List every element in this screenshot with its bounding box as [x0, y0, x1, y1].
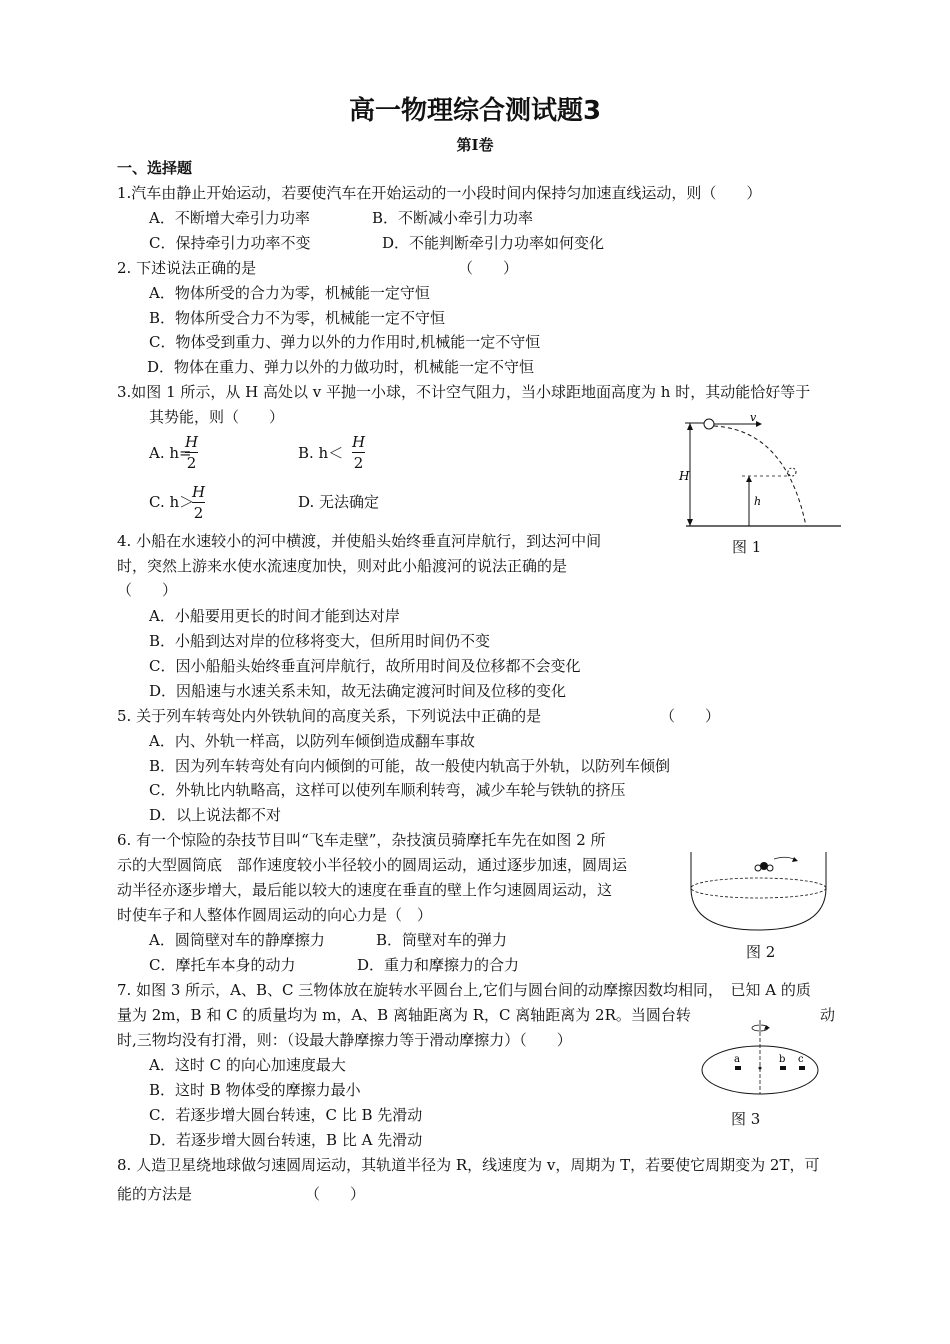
- q4-stem-line2: 时，突然上游来水使水流速度加快，则对此小船渡河的说法正确的是: [117, 557, 568, 575]
- q2-option-a: A．物体所受的合力为零，机械能一定守恒: [149, 284, 430, 302]
- q1-option-d: D．不能判断牵引力功率如何变化: [382, 234, 605, 252]
- q5-option-a: A．内、外轨一样高，以防列车倾倒造成翻车事故: [149, 732, 475, 750]
- q2-stem: 2. 下述说法正确的是: [117, 259, 257, 277]
- q4-option-d: D．因船速与水速关系未知，故无法确定渡河时间及位移的变化: [149, 682, 567, 700]
- q5-option-c: C．外轨比内轨略高，这样可以使列车顺利转弯，减少车轮与铁轨的挤压: [149, 781, 626, 799]
- fig3-b-label: b: [779, 1054, 786, 1065]
- q7-stem-line2-end: 动: [820, 1006, 836, 1024]
- q8-stem-line1: 8. 人造卫星绕地球做匀速圆周运动，其轨道半径为 R，线速度为 v，周期为 T，若要使它周期变为 2T，可: [117, 1156, 820, 1174]
- q6-option-c: C．摩托车本身的动力: [149, 956, 296, 974]
- page-title: 高一物理综合测试题3: [348, 96, 602, 126]
- q6-option-a: A．圆筒壁对车的静摩擦力: [149, 931, 325, 949]
- q6-option-b: B．筒壁对车的弹力: [376, 931, 508, 949]
- q2-option-d: D．物体在重力、弹力以外的力做功时，机械能一定不守恒: [147, 358, 535, 376]
- q4-stem-line1: 4. 小船在水速较小的河中横渡，并使船头始终垂直河岸航行，到达河中间: [117, 532, 602, 550]
- q5-option-b: B．因为列车转弯处有向内倾倒的可能，故一般使内轨高于外轨，以防列车倾倒: [149, 757, 671, 775]
- q1-stem: 1.汽车由静止开始运动，若要使汽车在开始运动的一小段时间内保持匀加速直线运动，则（ ）: [117, 184, 762, 202]
- q3-stem-line1: 3.如图 1 所示，从 H 高处以 v 平抛一小球，不计空气阻力，当小球距地面高度为 h 时，其动能恰好等于: [117, 383, 811, 401]
- fraction-numerator: H: [192, 483, 206, 501]
- q7-option-a: A．这时 C 的向心加速度最大: [149, 1056, 346, 1074]
- q8-stem-line2: 能的方法是: [117, 1185, 193, 1203]
- q4-stem-line3: （ ）: [117, 581, 178, 599]
- volume-heading: 第Ⅰ卷: [456, 136, 494, 154]
- q1-option-c: C．保持牵引力功率不变: [149, 234, 311, 252]
- q1-option-b: B．不断减小牵引力功率: [372, 209, 534, 227]
- q6-stem-line2: 示的大型圆筒底 部作速度较小半径较小的圆周运动，通过逐步加速，圆周运: [117, 856, 628, 874]
- q3-option-b-fraction: [352, 432, 365, 473]
- q3-option-a-fraction: [185, 432, 198, 473]
- q7-stem-line1: 7. 如图 3 所示，A、B、C 三物体放在旋转水平圆台上,它们与圆台间的动摩擦因数均相同， 已知 A 的质: [117, 981, 811, 999]
- q3-option-c-prefix: C. h＞: [149, 493, 195, 511]
- figure-2-cylinder-diagram: [686, 850, 831, 930]
- fraction-numerator: H: [185, 433, 199, 451]
- q3-option-a-prefix: A. h=: [149, 444, 192, 462]
- q4-option-c: C．因小船船头始终垂直河岸航行，故所用时间及位移都不会变化: [149, 657, 581, 675]
- q2-option-b: B．物体所受合力不为零，机械能一定不守恒: [149, 309, 446, 327]
- fig1-v-label: v: [750, 411, 757, 424]
- fig1-H-label: H: [679, 469, 690, 483]
- figure-1-caption: 图 1: [732, 538, 762, 556]
- fraction-numerator: H: [352, 433, 366, 451]
- q7-stem-line2: 量为 2m，B 和 C 的质量均为 m，A、B 离轴距离为 R，C 离轴距离为 2R。当圆台转: [117, 1006, 691, 1024]
- fig3-a-label: a: [734, 1054, 740, 1065]
- q7-option-c: C．若逐步增大圆台转速，C 比 B 先滑动: [149, 1106, 423, 1124]
- q7-option-d: D．若逐步增大圆台转速，B 比 A 先滑动: [149, 1131, 423, 1149]
- q4-option-b: B．小船到达对岸的位移将变大，但所用时间仍不变: [149, 632, 491, 650]
- fig3-c-label: c: [798, 1054, 804, 1065]
- q5-option-d: D．以上说法都不对: [149, 806, 282, 824]
- figure-1-projectile-diagram: [676, 410, 846, 530]
- q5-stem: 5. 关于列车转弯处内外铁轨间的高度关系，下列说法中正确的是: [117, 707, 542, 725]
- q3-option-d: D. 无法确定: [298, 493, 380, 511]
- fig1-h-label: h: [754, 495, 762, 508]
- q7-stem-line3: 时,三物均没有打滑，则：（设最大静摩擦力等于滑动摩擦力）（ ）: [117, 1031, 572, 1049]
- q3-option-c-fraction: [192, 482, 205, 523]
- fraction-denominator: 2: [186, 454, 197, 472]
- section-heading: 一、选择题: [117, 159, 193, 177]
- figure-3-caption: 图 3: [731, 1110, 761, 1128]
- q3-stem-line2: 其势能，则（ ）: [149, 408, 285, 426]
- q1-option-a: A．不断增大牵引力功率: [149, 209, 310, 227]
- q7-option-b: B．这时 B 物体受的摩擦力最小: [149, 1081, 361, 1099]
- figure-3-turntable-diagram: [700, 1018, 825, 1098]
- q4-option-a: A．小船要用更长的时间才能到达对岸: [149, 607, 400, 625]
- q6-stem-line1: 6. 有一个惊险的杂技节目叫“飞车走壁”，杂技演员骑摩托车先在如图 2 所: [117, 831, 606, 849]
- q6-stem-line3: 动半径亦逐步增大，最后能以较大的速度在垂直的壁上作匀速圆周运动，这: [117, 881, 613, 899]
- fraction-denominator: 2: [193, 504, 204, 522]
- q5-paren: （ ）: [660, 707, 721, 725]
- q3-option-b-prefix: B. h＜: [298, 444, 344, 462]
- q6-stem-line4: 时使车子和人整体作圆周运动的向心力是（ ）: [117, 906, 433, 924]
- q6-option-d: D．重力和摩擦力的合力: [357, 956, 520, 974]
- q2-option-c: C．物体受到重力、弹力以外的力作用时,机械能一定不守恒: [149, 333, 541, 351]
- figure-2-caption: 图 2: [746, 943, 776, 961]
- q8-paren: （ ）: [305, 1185, 366, 1203]
- fraction-denominator: 2: [353, 454, 364, 472]
- q2-paren: （ ）: [458, 259, 519, 277]
